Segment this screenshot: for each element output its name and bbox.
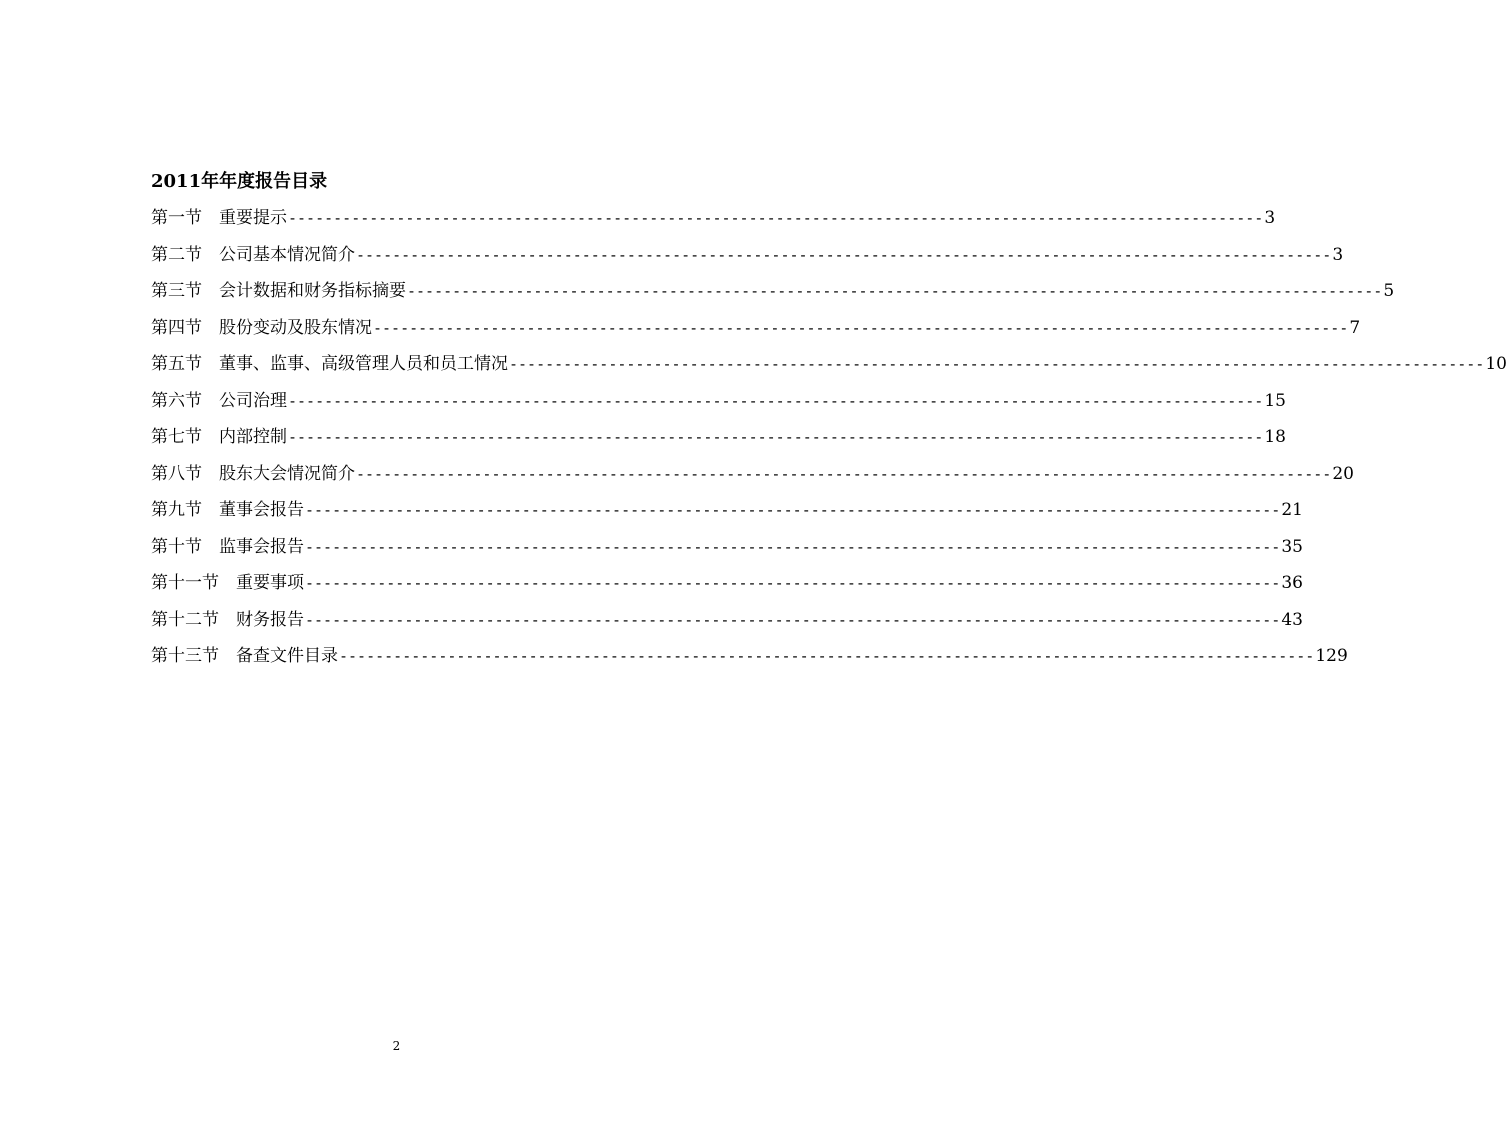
toc-page-number: 7 [1349,317,1361,338]
toc-page-number: 18 [1264,427,1286,447]
toc-section-heading: 监事会报告 [219,536,304,557]
toc-page-number: 35 [1281,536,1303,557]
toc-page-number: 36 [1281,573,1303,593]
toc-entry[interactable] [151,348,1507,385]
toc-section-heading: 备查文件目录 [236,646,338,666]
toc-section-heading: 内部控制 [219,427,287,447]
toc-section-number: 第十三节 [151,646,219,666]
toc-dot-leader: ------------------------------------------------------------------------------------------------------------ [305,537,1281,556]
toc-entry[interactable] [151,458,1354,495]
toc-section-heading: 重要提示 [219,208,287,228]
toc-page-number: 5 [1383,281,1395,301]
toc-entry[interactable] [151,239,1344,276]
toc-section-number: 第二节 [151,244,202,265]
toc-page-number: 3 [1332,244,1344,265]
toc-dot-leader: ------------------------------------------------------------------------------------------------------------ [305,501,1281,519]
toc-section-heading: 财务报告 [236,609,304,630]
toc-section-number: 第八节 [151,463,202,484]
toc-dot-leader: ------------------------------------------------------------------------------------------------------------ [288,209,1264,227]
toc-entry[interactable] [151,202,1276,239]
toc-section-heading: 董事会报告 [219,500,304,520]
toc-entry[interactable] [151,312,1361,349]
toc-entry[interactable] [151,640,1348,677]
toc-section-number: 第十节 [151,536,202,557]
toc-section-heading: 董事、监事、高级管理人员和员工情况 [219,354,508,374]
toc-dot-leader: ------------------------------------------------------------------------------------------------------------ [305,574,1281,592]
toc-dot-leader: ------------------------------------------------------------------------------------------------------------ [288,391,1264,410]
toc-dot-leader: ------------------------------------------------------------------------------------------------------------ [305,610,1281,629]
toc-page-number: 129 [1315,646,1348,666]
toc-page-number: 43 [1281,609,1303,630]
toc-entry[interactable] [151,385,1286,422]
toc-entry[interactable] [151,567,1303,604]
toc-section-heading: 会计数据和财务指标摘要 [219,281,406,301]
toc-entry[interactable] [151,531,1303,568]
toc-entry[interactable] [151,421,1286,458]
toc-title: 2011年年度报告目录 [151,171,328,192]
toc-dot-leader: ------------------------------------------------------------------------------------------------------------ [509,355,1485,373]
toc-entry[interactable] [151,494,1303,531]
toc-section-heading: 重要事项 [236,573,304,593]
toc-section-number: 第九节 [151,500,202,520]
toc-section-number: 第十二节 [151,609,219,630]
toc-entry[interactable] [151,275,1395,312]
toc-page-number: 3 [1264,208,1276,228]
toc-dot-leader: ------------------------------------------------------------------------------------------------------------ [339,647,1315,665]
toc-section-heading: 公司治理 [219,390,287,411]
toc-dot-leader: ------------------------------------------------------------------------------------------------------------ [288,428,1264,446]
toc-section-number: 第五节 [151,354,202,374]
toc-section-heading: 公司基本情况简介 [219,244,355,265]
toc-page-number: 20 [1332,463,1354,484]
toc-entry[interactable] [151,604,1303,641]
toc-section-number: 第四节 [151,317,202,338]
toc-section-number: 第七节 [151,427,202,447]
toc-section-heading: 股份变动及股东情况 [219,317,372,338]
footer-page-number: 2 [392,1039,401,1053]
toc-dot-leader: ------------------------------------------------------------------------------------------------------------ [356,464,1332,483]
toc-page-number: 15 [1264,390,1286,411]
toc-list [151,202,1507,677]
toc-section-number: 第六节 [151,390,202,411]
toc-section-heading: 股东大会情况简介 [219,463,355,484]
toc-page-number: 10 [1485,354,1507,374]
toc-dot-leader: ------------------------------------------------------------------------------------------------------------ [373,318,1349,337]
toc-section-number: 第三节 [151,281,202,301]
toc-section-number: 第十一节 [151,573,219,593]
toc-section-number: 第一节 [151,208,202,228]
toc-page-number: 21 [1281,500,1303,520]
toc-dot-leader: ------------------------------------------------------------------------------------------------------------ [356,245,1332,264]
toc-dot-leader: ------------------------------------------------------------------------------------------------------------ [407,282,1383,300]
